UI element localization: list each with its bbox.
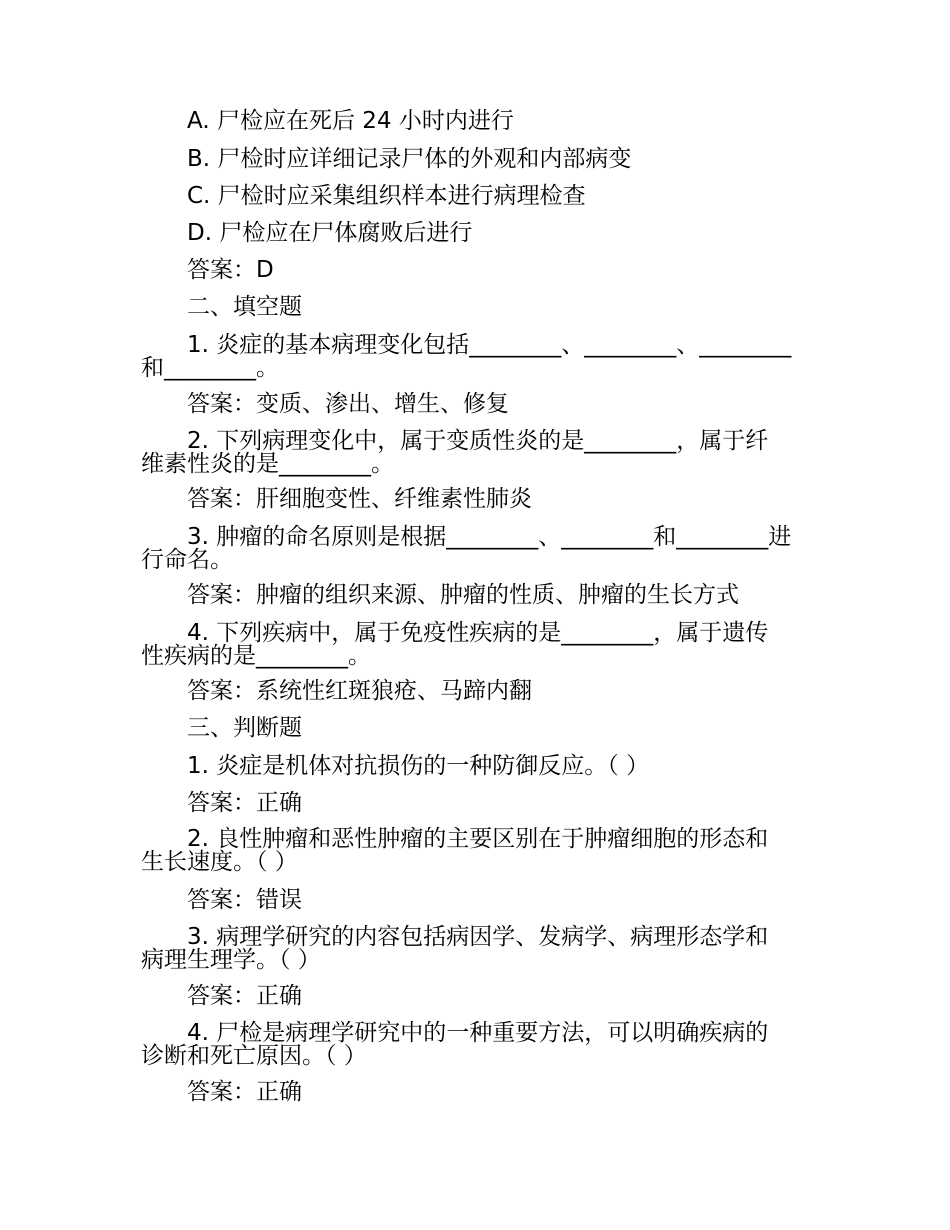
option-c: C. 尸检时应采集组织样本进行病理检查 bbox=[187, 183, 586, 209]
question-text-cont: 和________。 bbox=[141, 355, 279, 381]
section-heading: 三、判断题 bbox=[187, 715, 302, 741]
answer-text: 答案：肝细胞变性、纤维素性肺炎 bbox=[187, 486, 532, 512]
section-heading: 二、填空题 bbox=[187, 294, 302, 320]
question-text: 2. 下列病理变化中，属于变质性炎的是________，属于纤 bbox=[187, 428, 769, 454]
question-text-cont: 生长速度。（ ） bbox=[141, 849, 298, 875]
answer-text: 答案：D bbox=[187, 257, 274, 283]
answer-text: 答案：肿瘤的组织来源、肿瘤的性质、肿瘤的生长方式 bbox=[187, 582, 739, 608]
answer-text: 答案：正确 bbox=[187, 1079, 302, 1105]
answer-text: 答案：变质、渗出、增生、修复 bbox=[187, 391, 509, 417]
question-text-cont: 病理生理学。（ ） bbox=[141, 947, 321, 973]
option-d: D. 尸检应在尸体腐败后进行 bbox=[187, 220, 473, 246]
question-text-cont: 性疾病的是________。 bbox=[141, 643, 371, 669]
answer-text: 答案：正确 bbox=[187, 983, 302, 1009]
question-text: 4. 尸检是病理学研究中的一种重要方法，可以明确疾病的 bbox=[187, 1020, 769, 1046]
answer-text: 答案：正确 bbox=[187, 790, 302, 816]
question-text: 1. 炎症的基本病理变化包括________、________、________ bbox=[187, 332, 792, 358]
question-text-cont: 维素性炎的是________。 bbox=[141, 451, 394, 477]
option-a: A. 尸检应在死后 24 小时内进行 bbox=[187, 108, 514, 134]
option-b: B. 尸检时应详细记录尸体的外观和内部病变 bbox=[187, 146, 632, 172]
question-text-cont: 行命名。 bbox=[141, 547, 233, 573]
question-text: 2. 良性肿瘤和恶性肿瘤的主要区别在于肿瘤细胞的形态和 bbox=[187, 826, 769, 852]
question-text-cont: 诊断和死亡原因。（ ） bbox=[141, 1043, 367, 1069]
question-text: 1. 炎症是机体对抗损伤的一种防御反应。（ ） bbox=[187, 753, 650, 779]
answer-text: 答案：错误 bbox=[187, 887, 302, 913]
question-text: 3. 肿瘤的命名原则是根据________、________和________进 bbox=[187, 524, 792, 550]
answer-text: 答案：系统性红斑狼疮、马蹄内翻 bbox=[187, 678, 532, 704]
question-text: 3. 病理学研究的内容包括病因学、发病学、病理形态学和 bbox=[187, 924, 769, 950]
question-text: 4. 下列疾病中，属于免疫性疾病的是________，属于遗传 bbox=[187, 620, 769, 646]
